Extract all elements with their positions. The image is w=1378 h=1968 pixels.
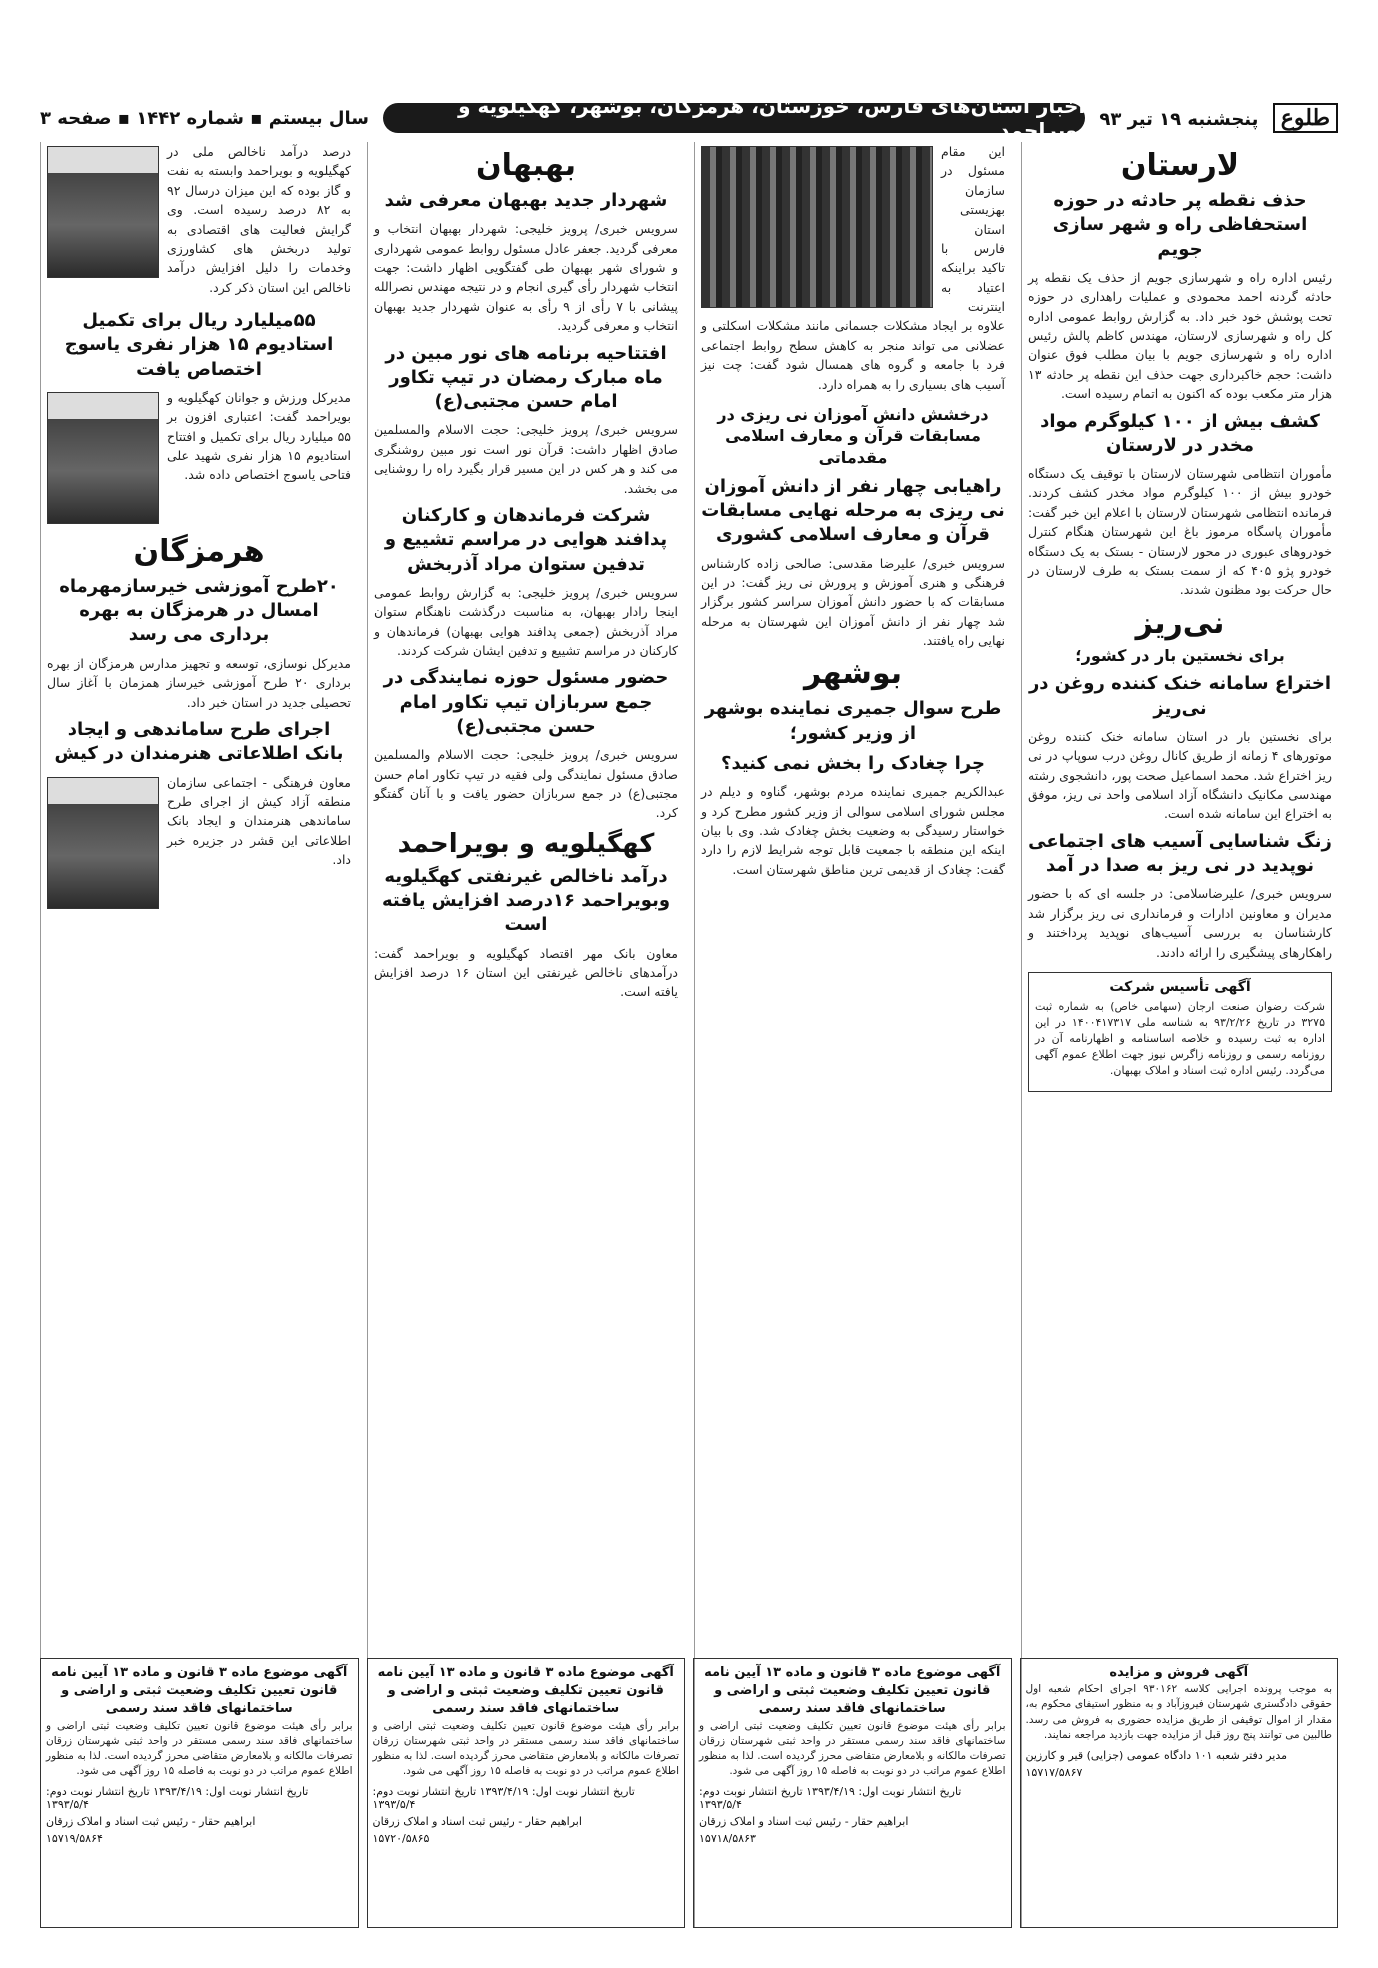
- article-body: سرویس خبری/ علیرضاسلامی: در جلسه ای که با حضور مدیران و معاونین ادارات و فرمانداری نی ریز برگزار شد کارشناسان به بررسی آسیب‌های نوپدید پرداختند و راهکارهای پیشگیری را ارائه دادند.: [1028, 886, 1332, 960]
- article-kicker: برای نخستین بار در کشور؛: [1075, 645, 1285, 665]
- portrait-photo: [47, 392, 159, 524]
- article-body: مدیرکل ورزش و جوانان کهگیلویه و بویراحمد گفت: اعتباری افزون بر ۵۵ میلیارد ریال برای تکمیل و افتتاح استادیوم ۱۵ هزار نفری شهید علی فتاحی یاسوج اختصاص داده شد.: [167, 389, 351, 483]
- notice-title: آگهی موضوع ماده ۳ قانون و ماده ۱۳ آیین نامه قانون تعیین تکلیف وضعیت ثبتی و اراضی و ساختمانهای فاقد سند رسمی: [704, 1665, 1001, 1717]
- article-body: این مقام مسئول در سازمان بهزیستی استان فارس با تاکید براینکه اعتیاد به اینترنت علاوه بر ایجاد مشکلات جسمانی مانند مشکلات اسکلتی و عضلانی می تواند منجر به کاهش سطح روابط اجتماعی فرد با جامعه و گروه های همسال شود گفت: چت نیز آسیب های بسیاری را به همراه دارد.: [701, 144, 1005, 392]
- article-headline: کشف بیش از ۱۰۰ کیلوگرم مواد مخدر در لارستان: [1040, 410, 1320, 456]
- legal-notice: [40, 1658, 359, 1928]
- notice-title: آگهی موضوع ماده ۳ قانون و ماده ۱۳ آیین نامه قانون تعیین تکلیف وضعیت ثبتی و اراضی و ساختمانهای فاقد سند رسمی: [377, 1665, 674, 1717]
- page-header: [40, 94, 1338, 142]
- notice-title: آگهی فروش و مزایده: [1109, 1665, 1249, 1680]
- article-body: رئیس اداره راه و شهرسازی جویم از حذف یک نقطه پر حادثه گردنه احمد محمودی و عملیات راهداری در حوزه تحت پوشش خود خبر داد. به گزارش روابط عمومی اداره کل راه و شهرسازی لارستان، مهندس کاظم پالش رئیس اداره راه و شهرسازی جویم با بیان مطلب فوق عنوان داشت: حجم خاکبرداری جهت حذف این نقطه پر حادثه ۱۳ هزار متر مکعب بوده که اکنون به اتمام رسیده است.: [1028, 269, 1332, 402]
- region-heading: هرمزگان: [133, 533, 265, 569]
- notice-body: برابر رأی هیئت موضوع قانون تعیین تکلیف وضعیت ثبتی اراضی و ساختمانهای فاقد سند رسمی مستقر در واحد ثبتی شهرستان زرقان تصرفات مالکانه و بلامعارض متقاضی محرز گردیده است. لذا به منظور اطلاع عموم مراتب در دو نوبت به فاصله ۱۵ روز آگهی می شود.: [372, 1719, 679, 1778]
- notice-title: آگهی تأسیس شرکت: [1109, 978, 1251, 995]
- article-headline: اجرای طرح ساماندهی و ایجاد بانک اطلاعاتی هنرمندان در کیش: [54, 718, 344, 765]
- notice-date: تاریخ انتشار نوبت اول: ۱۳۹۳/۴/۱۹ تاریخ انتشار نوبت دوم: ۱۳۹۳/۵/۴: [372, 1785, 635, 1812]
- article-headline: افتتاحیه برنامه های نور مبین در ماه مبارک رمضان در تیپ تکاور امام حسن مجتبی(ع): [385, 342, 667, 413]
- region-heading: بوشهر: [803, 656, 903, 692]
- columns: [40, 142, 1338, 1928]
- notice-date: تاریخ انتشار نوبت اول: ۱۳۹۳/۴/۱۹ تاریخ انتشار نوبت دوم: ۱۳۹۳/۵/۴: [46, 1785, 309, 1812]
- article-body: مدیرکل نوسازی، توسعه و تجهیز مدارس هرمزگان از بهره برداری ۲۰ طرح آموزشی خیرساز همزمان با آغاز سال تحصیلی جدید در استان خبر داد.: [47, 655, 351, 710]
- legal-notice: [1020, 1658, 1339, 1928]
- issue-info: سال بیستم ▪ شماره ۱۴۴۲ ▪ صفحه ۳: [40, 107, 369, 129]
- article-body: مأموران انتظامی شهرستان لارستان با توقیف یک دستگاه خودرو بیش از ۱۰۰ کیلوگرم مواد مخدر کشف کردند. فرمانده انتظامی شهرستان لارستان با اعلام این خبر گفت: مأموران پاسگاه مرموز باغ این شهرستان هنگام کنترل خودروهای عبوری در محور لارستان - بستک به یک دستگاه خودرو پژو ۴۰۵ که از سمت بستک به طرف لارستان در حال حرکت بود مظنون شدند.: [1028, 466, 1333, 598]
- notice-signature: ابراهیم حقار - رئیس ثبت اسناد و املاک زرقان: [372, 1815, 582, 1829]
- article-headline: راهیابی چهار نفر از دانش آموزان نی ریزی به مرحله نهایی مسابقات قرآن و معارف اسلامی کشوری: [701, 475, 1005, 546]
- article-headline: درآمد ناخالص غیرنفتی کهگیلویه وبویراحمد ۱۶درصد افزایش یافته است: [381, 865, 671, 936]
- notice-body: برابر رأی هیئت موضوع قانون تعیین تکلیف وضعیت ثبتی اراضی و ساختمانهای فاقد سند رسمی مستقر در واحد ثبتی شهرستان زرقان تصرفات مالکانه و بلامعارض متقاضی محرز گردیده است. لذا به منظور اطلاع عموم مراتب در دو نوبت به فاصله ۱۵ روز آگهی می شود.: [46, 1719, 353, 1778]
- article-headline: حضور مسئول حوزه نمایندگی در جمع سربازان تیپ تکاور امام حسن مجتبی(ع): [383, 667, 669, 737]
- notice-signature: ابراهیم حقار - رئیس ثبت اسناد و املاک زرقان: [46, 1815, 256, 1829]
- article-body: معاون فرهنگی - اجتماعی سازمان منطقه آزاد کیش از اجرای طرح ساماندهی هنرمندان و ایجاد بانک اطلاعاتی این قشر در جزیره خبر داد.: [167, 774, 351, 867]
- notice-date: تاریخ انتشار نوبت اول: ۱۳۹۳/۴/۱۹ تاریخ انتشار نوبت دوم: ۱۳۹۳/۵/۴: [699, 1785, 962, 1812]
- issue-date: پنجشنبه ۱۹ تیر ۹۳: [1099, 109, 1259, 130]
- article-body: سرویس خبری/ پرویز خلیجی: حجت الاسلام والمسلمین صادق اظهار داشت: قرآن نور است نور مبین روشنگری می کند و هر کس در این مسیر قرار بگیرد راه را روشنایی می بخشد.: [374, 422, 678, 496]
- article-headline: حذف نقطه پر حادثه در حوزه استحفاظی راه و شهر سازی جویم: [1052, 190, 1308, 260]
- article-body: عبدالکریم جمیری نماینده مردم بوشهر، گناوه و دیلم در مجلس شورای اسلامی سوالی از وزیر کشور مطرح کرد و خواستار رسیدگی به وضعیت بخش چغادک شد. وی با بیان اینکه این منطقه با جمعیت قابل توجه شرایط لازم را دارد گفت: چغادک از قدیمی ترین مناطق شهرستان است.: [701, 784, 1005, 877]
- legal-notice: [693, 1658, 1012, 1928]
- article-body: سرویس خبری/ پرویز خلیجی: به گزارش روابط عمومی اینجا رادار بهبهان، به مناسبت درگذشت ناهنگام ستوان مراد آذربخش (جمعی پدافند هوایی بهبهان) فرماندهان و کارکنان در مراسم تشییع و تدفین ایشان شرکت کردند.: [374, 584, 678, 658]
- article-body: درصد درآمد ناخالص ملی در کهگیلویه و بویراحمد وابسته به نفت و گاز بوده که این میزان درسال ۹۲ به ۸۲ درصد رسیده است. وی گرایش فعالیت های اقتصادی به تولید دربخش های کشاورزی وخدمات را دلیل افزایش درآمد ناخالص این استان ذکر کرد.: [167, 144, 351, 295]
- article-headline: اختراع سامانه خنک کننده روغن در نی‌ریز: [1028, 673, 1332, 719]
- region-heading: نی‌ریز: [1135, 605, 1225, 641]
- section-title: اخبار استان‌های فارس، خوزستان، هرمزگان، بوشهر، کهگیلویه و بویراحمد: [383, 103, 1085, 133]
- article-body: برای نخستین بار در استان سامانه خنک کننده روغن موتورهای ۴ زمانه از طریق کانال روغن درب سوپاپ در نی ریز اختراع شد. محمد اسماعیل صحت پور، دانشجوی رشته مهندسی مکانیک دانشگاه آزاد اسلامی واحد نی ریز، موفق به اختراع این سامانه شده است.: [1028, 728, 1332, 822]
- notice-body: شرکت رضوان صنعت ارجان (سهامی خاص) به شماره ثبت ۳۲۷۵ در تاریخ ۹۳/۲/۲۶ به شناسه ملی ۱۴۰۰۴۱۷۳۱۷ در این اداره به ثبت رسیده و خلاصه اساسنامه و اظهارنامه آن در روزنامه رسمی و روزنامه زاگرس نیوز جهت اطلاع عموم آگهی می‌گردد. رئیس اداره ثبت اسناد و املاک بهبهان.: [1035, 999, 1325, 1077]
- article-headline: ۲۰طرح آموزشی خیرسازمهرماه امسال در هرمزگان به بهره برداری می رسد: [59, 575, 339, 646]
- portrait-photo: [47, 146, 159, 278]
- ceremony-photo: [701, 146, 933, 308]
- region-heading: لارستان: [1120, 148, 1240, 183]
- notice-code: ۱۵۷۱۸/۵۸۶۳: [699, 1832, 756, 1846]
- portrait-photo: [47, 777, 159, 909]
- article-headline: چرا چغادک را بخش نمی کنید؟: [721, 753, 985, 775]
- notice-box: [1028, 972, 1332, 1092]
- notice-signature: ابراهیم حقار - رئیس ثبت اسناد و املاک زرقان: [699, 1815, 909, 1829]
- notice-body: برابر رأی هیئت موضوع قانون تعیین تکلیف وضعیت ثبتی اراضی و ساختمانهای فاقد سند رسمی مستقر در واحد ثبتی شهرستان زرقان تصرفات مالکانه و بلامعارض متقاضی محرز گردیده است. لذا به منظور اطلاع عموم مراتب در دو نوبت به فاصله ۱۵ روز آگهی می شود.: [699, 1719, 1006, 1778]
- article-headline: ۵۵میلیارد ریال برای تکمیل استادیوم ۱۵ هزار نفری یاسوج اختصاص یافت: [64, 310, 334, 380]
- masthead: [1099, 105, 1338, 131]
- notice-body: به موجب پرونده اجرایی کلاسه ۹۳۰۱۶۲ اجرای احکام شعبه اول حقوقی دادگستری شهرستان فیروزآباد و به منظور استیفای محکوم به، مقدار از اموال توقیفی از طریق مزایده حضوری به فروش می رسد. طالبین می توانند پنج روز قبل از مزایده جهت بازدید مراجعه نمایند.: [1025, 1683, 1333, 1741]
- article-headline: زنگ شناسایی آسیب های اجتماعی نوپدید در نی ریز به صدا در آمد: [1028, 830, 1332, 877]
- article-body: سرویس خبری/ پرویز خلیجی: شهردار بهبهان انتخاب و معرفی گردید. جعفر عادل مسئول روابط عمومی شهرداری و شورای شهر بهبهان طی گفتگویی اظهار داشت: جهت انتخاب شهردار رأی گیری انجام و در نتیجه مهندس نصرالله پیشانی با ۷ رأی از ۹ رأی به عنوان شهردار جدید بهبهان انتخاب و معرفی گردید.: [374, 221, 678, 334]
- legal-notice: [367, 1658, 686, 1928]
- notice-code: ۱۵۷۲۰/۵۸۶۵: [372, 1832, 430, 1846]
- article-headline: طرح سوال جمیری نماینده بوشهر از وزیر کشور؛: [704, 698, 1002, 744]
- region-heading: بهبهان: [476, 148, 576, 183]
- notice-code: ۱۵۷۱۷/۵۸۶۷: [1025, 1766, 1083, 1780]
- article-headline: شهردار جدید بهبهان معرفی شد: [384, 190, 668, 211]
- article-body: معاون بانک مهر اقتصاد کهگیلویه و بویراحمد گفت: درآمدهای ناخالص غیرنفتی این استان ۱۶ درصد افزایش یافته است.: [374, 945, 679, 1000]
- notice-title: آگهی موضوع ماده ۳ قانون و ماده ۱۳ آیین نامه قانون تعیین تکلیف وضعیت ثبتی و اراضی و ساختمانهای فاقد سند رسمی: [51, 1665, 348, 1717]
- logo: طلوع: [1273, 103, 1338, 133]
- region-heading: کهگیلویه و بویراحمد: [397, 828, 655, 859]
- article-kicker: درخشش دانش آموزان نی ریزی در مسابقات قرآن و معارف اسلامی مقدماتی: [717, 404, 989, 468]
- notice-code: ۱۵۷۱۹/۵۸۶۴: [46, 1832, 103, 1846]
- article-body: سرویس خبری/ پرویز خلیجی: حجت الاسلام والمسلمین صادق مسئول نمایندگی ولی فقیه در تیپ تکاور امام حسن مجتبی(ع) در جمع سربازان حضور یافت و با آنان گفتگو کرد.: [374, 747, 678, 821]
- article-body: سرویس خبری/ علیرضا مقدسی: صالحی زاده کارشناس فرهنگی و هنری آموزش و پرورش نی ریز گفت: در این مسابقات که با حضور دانش آموزان سراسر کشور برگزار شد چهار نفر از دانش آموزان این شهرستان به مرحله نهایی راه یافتند.: [701, 555, 1005, 649]
- article-headline: شرکت فرماندهان و کارکنان پدافند هوایی در مراسم تشییع و تدفین ستوان مراد آذربخش: [384, 504, 668, 575]
- legal-notices: [40, 1658, 1338, 1928]
- notice-signature: مدیر دفتر شعبه ۱۰۱ دادگاه عمومی (جزایی) قیر و کارزین: [1025, 1749, 1288, 1763]
